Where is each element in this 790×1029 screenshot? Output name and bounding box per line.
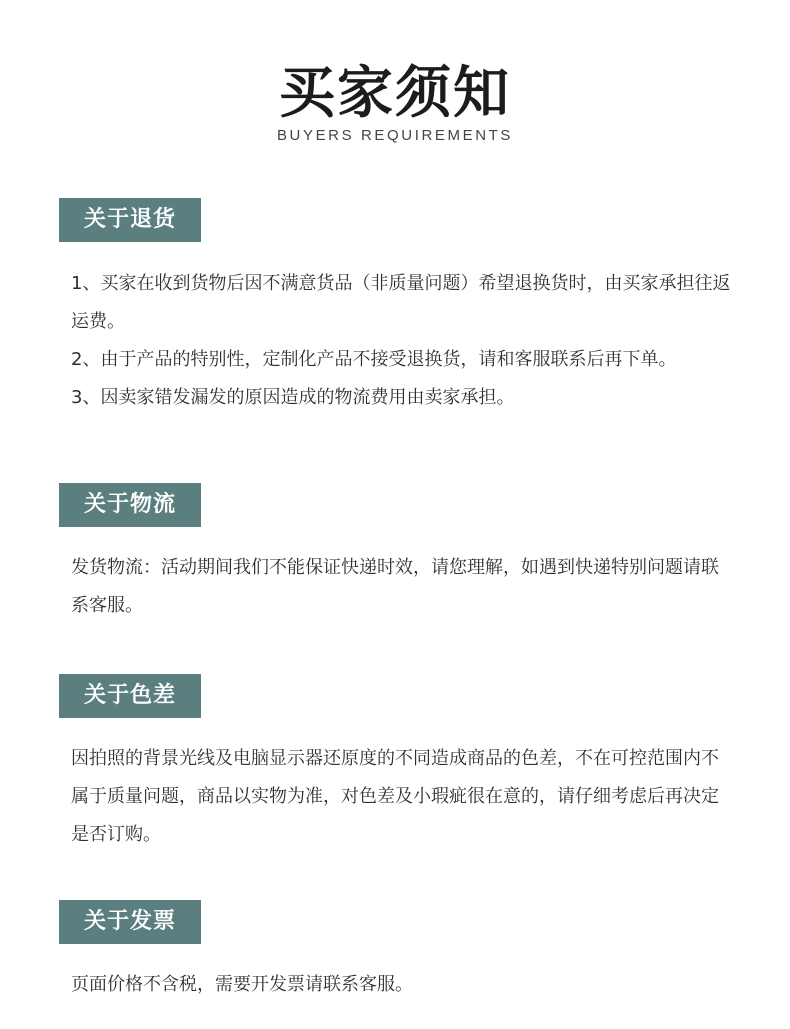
returns-paragraph: 3、因卖家错发漏发的原因造成的物流费用由卖家承担。 <box>71 387 515 408</box>
section-text-logistics <box>71 549 731 625</box>
section-text-color <box>71 740 731 854</box>
page-title: 买家须知 <box>279 61 511 126</box>
logistics-paragraph: 发货物流：活动期间我们不能保证快递时效，请您理解，如遇到快递特别问题请联系客服。 <box>71 557 719 616</box>
section-label-returns: 关于退货 <box>59 198 201 242</box>
section-label-logistics: 关于物流 <box>59 483 201 527</box>
returns-paragraph: 1、买家在收到货物后因不满意货品（非质量问题）希望退换货时，由买家承担往返运费。 <box>71 273 731 332</box>
color-paragraph: 因拍照的背景光线及电脑显示器还原度的不同造成商品的色差，不在可控范围内不属于质量问题，商品以实物为准，对色差及小瑕疵很在意的，请仔细考虑后再决定是否订购。 <box>71 748 719 845</box>
section-label-invoice: 关于发票 <box>59 900 201 944</box>
section-label-color: 关于色差 <box>59 674 201 718</box>
invoice-paragraph: 页面价格不含税，需要开发票请联系客服。 <box>71 974 413 995</box>
section-text-invoice <box>71 966 731 1004</box>
section-text-returns <box>71 265 731 417</box>
page-subtitle: BUYERS REQUIREMENTS <box>276 127 514 144</box>
returns-paragraph: 2、由于产品的特别性，定制化产品不接受退换货，请和客服联系后再下单。 <box>71 349 677 370</box>
